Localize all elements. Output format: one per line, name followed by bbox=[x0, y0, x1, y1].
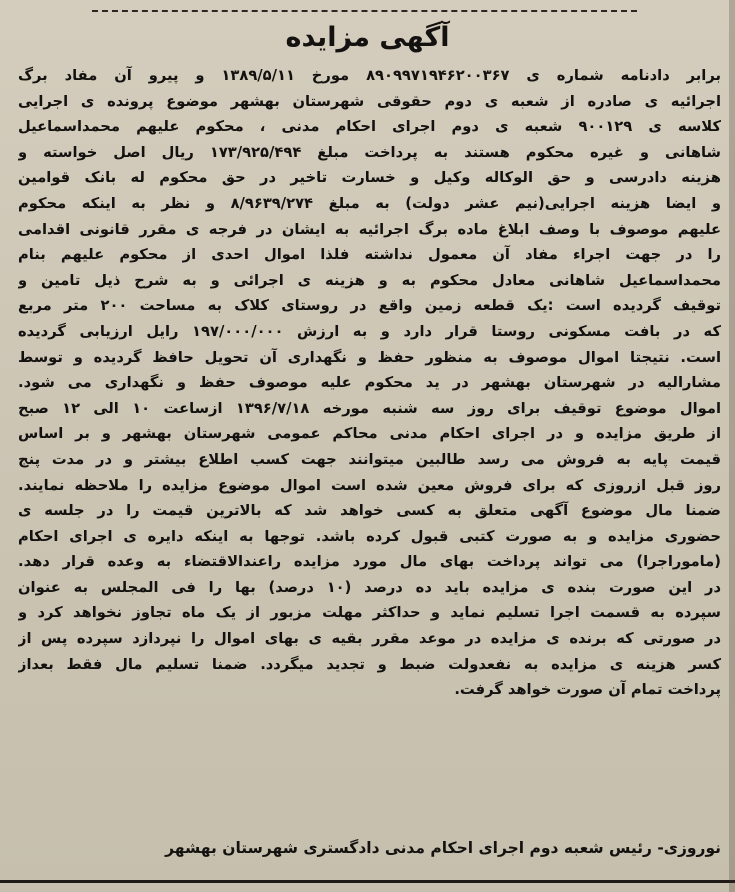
paper-edge-shadow bbox=[729, 0, 735, 892]
body-line: کلاسه ی ۹۰۰۱۲۹ شعبه ی دوم اجرای احکام مدنی ، محکوم علیهم محمداسماعیل bbox=[18, 118, 721, 136]
body-line: توقیف گردیده است :یک قطعه زمین واقع در روستای کلاک به مساحت ۲۰۰ متر مربع bbox=[18, 297, 721, 315]
body-line: شاهانی و غیره محکوم هستند به پرداخت مبلغ ۱۷۳/۹۲۵/۴۹۴ ریال اصل خواسته و bbox=[18, 143, 721, 161]
body-line: که در بافت مسکونی روستا قرار دارد و به ارزش ۱۹۷/۰۰۰/۰۰۰ رایل ارزیابی گردیده bbox=[18, 322, 721, 340]
notice-title: آگهی مزایده bbox=[285, 22, 450, 53]
bottom-divider bbox=[0, 880, 735, 883]
body-line: محمداسماعیل شاهانی معادل محکوم به و هزینه ی اجرائی و به شرح ذیل تامین و bbox=[18, 271, 721, 289]
body-line: روز قبل ازروزی که برای فروش معین شده است اموال موضوع مزایده را ملاحظه نمایند. bbox=[18, 476, 721, 494]
body-line: از طریق مزایده و در اجرای احکام مدنی محاکم عمومی شهرستان بهشهر و بر اساس bbox=[18, 425, 721, 443]
body-line: اموال موضوع توقیف برای روز سه شنبه مورخه ۱۳۹۶/۷/۱۸ ازساعت ۱۰ الی ۱۲ صبح bbox=[18, 399, 721, 417]
body-line: هزینه دادرسی و حق الوکاله وکیل و خسارت تاخیر در حق محکوم له بانک قوامین bbox=[18, 169, 721, 187]
body-line: ضمنا مال موضوع آگهی متعلق به کسی خواهد شد که بالاترین قیمت را در جلسه ی bbox=[18, 502, 721, 520]
body-line: در این صورت بنده ی مزایده باید ده درصد (۱۰ درصد) بها را فی المجلس به عنوان bbox=[18, 578, 721, 596]
body-line: کسر هزینه ی مزایده به نفعدولت ضبط و تجدید میگردد. ضمنا تسلیم مال فقط بعداز bbox=[18, 655, 721, 673]
body-line: را در جهت اجراء مفاد آن معمول نداشته فلذا اموال احدی از محکوم علیهم بنام bbox=[18, 246, 721, 264]
body-line: در صورتی که برنده ی مزایده در موعد مقرر بقیه ی بهای اموال را نپردازد سپرده پس از bbox=[18, 630, 721, 648]
body-line: اجرائیه ی صادره از شعبه ی دوم حقوقی شهرستان بهشهر موضوع پرونده ی اجرایی bbox=[18, 92, 721, 110]
body-line: مشارالیه در شهرستان بهشهر در ید محکوم علیه موصوف حفظ و نگهداری می شود. bbox=[18, 374, 721, 392]
body-line: (ماموراجرا) می تواند پرداخت بهای مال مورد مزایده راعندالاقتضاء به وعده قرار دهد. bbox=[18, 553, 721, 571]
body-line: قیمت پایه به فروش می رسد طالبین میتوانند جهت کسب اطلاع بیشتر و در مدت پنج bbox=[18, 450, 721, 468]
body-line: سپرده به قسمت اجرا تسلیم نماید و حداکثر مهلت مزبور از یک ماه تجاوز نخواهد کرد و bbox=[18, 604, 721, 622]
body-line: علیهم موصوف با وصف ابلاغ ماده برگ اجرائیه به ایشان در فرجه ی مقرر قانونی اقدامی bbox=[18, 220, 721, 238]
notice-body bbox=[18, 63, 721, 703]
body-line-last: پرداخت تمام آن صورت خواهد گرفت. bbox=[454, 681, 721, 699]
signature-line: نوروزی- رئیس شعبه دوم اجرای احکام مدنی دادگستری شهرستان بهشهر bbox=[165, 839, 721, 857]
top-dashed-divider bbox=[92, 10, 637, 12]
body-line: و ایضا هزینه اجرایی(نیم عشر دولت) به مبلغ ۸/۹۶۳۹/۲۷۴ و نظر به اینکه محکوم bbox=[18, 194, 721, 212]
body-line: برابر دادنامه شماره ی ۸۹۰۹۹۷۱۹۴۶۲۰۰۳۶۷ مورخ ۱۳۸۹/۵/۱۱ و پیرو آن مفاد برگ bbox=[18, 67, 721, 84]
body-line: حضوری مزایده و به صورت کتبی قبول کرده باشد. توجها به اینکه دایره ی اجرای احکام bbox=[18, 527, 721, 545]
body-line: است. نتیجتا اموال موصوف به منظور حفظ و نگهداری آن تحویل حافظ گردیده و توسط bbox=[18, 348, 721, 366]
